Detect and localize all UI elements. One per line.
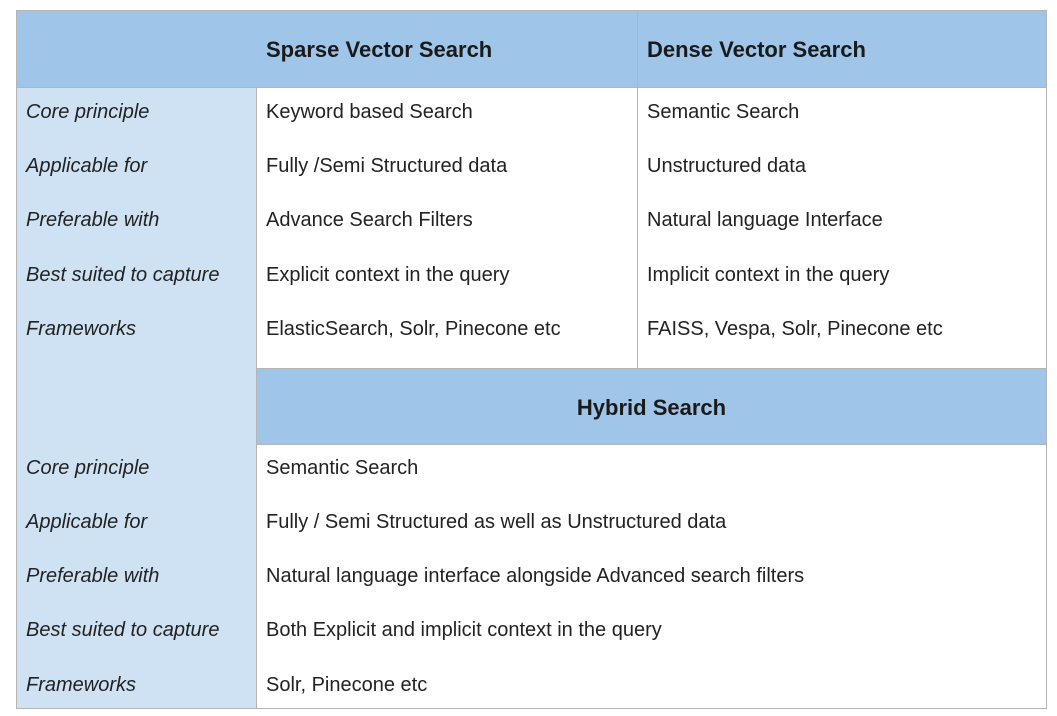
table-cell: Advance Search Filters [266,209,473,231]
table-cell: Fully / Semi Structured as well as Unstructured data [266,511,727,533]
table-cell: Semantic Search [647,101,800,123]
table-cell: Semantic Search [266,457,419,479]
column-header: Sparse Vector Search [266,37,493,62]
table-cell: Solr, Pinecone etc [266,674,428,696]
row-label: Preferable with [26,565,160,587]
row-label: Applicable for [26,155,148,177]
table-cell: Unstructured data [647,155,806,177]
table-cell: ElasticSearch, Solr, Pinecone etc [266,318,561,340]
table-cell: Natural language interface alongside Advanced search filters [266,565,805,587]
table-cell: Natural language Interface [647,209,883,231]
row-label: Core principle [26,101,150,123]
header-blank-cell [17,11,257,88]
row-label: Frameworks [26,318,137,340]
hybrid-values-cell [257,445,1046,708]
header-hybrid-search [257,368,1046,445]
column-header: Dense Vector Search [647,37,866,62]
table-cell: Both Explicit and implicit context in the query [266,619,662,641]
table-cell: Keyword based Search [266,101,473,123]
row-label: Applicable for [26,511,148,533]
row-label: Best suited to capture [26,619,220,641]
row-label: Preferable with [26,209,160,231]
sparse-values-cell [257,88,638,368]
table-cell: Explicit context in the query [266,264,510,286]
table-cell: Fully /Semi Structured data [266,155,508,177]
header-sparse-vector-search [257,11,638,88]
table-cell: Implicit context in the query [647,264,890,286]
column-header: Hybrid Search [576,395,727,420]
table-cell: FAISS, Vespa, Solr, Pinecone etc [647,318,943,340]
dense-values-cell [638,88,1046,368]
row-label: Best suited to capture [26,264,220,286]
row-label: Core principle [26,457,150,479]
header-dense-vector-search [638,11,1046,88]
comparison-table [16,10,1047,709]
row-label: Frameworks [26,674,137,696]
